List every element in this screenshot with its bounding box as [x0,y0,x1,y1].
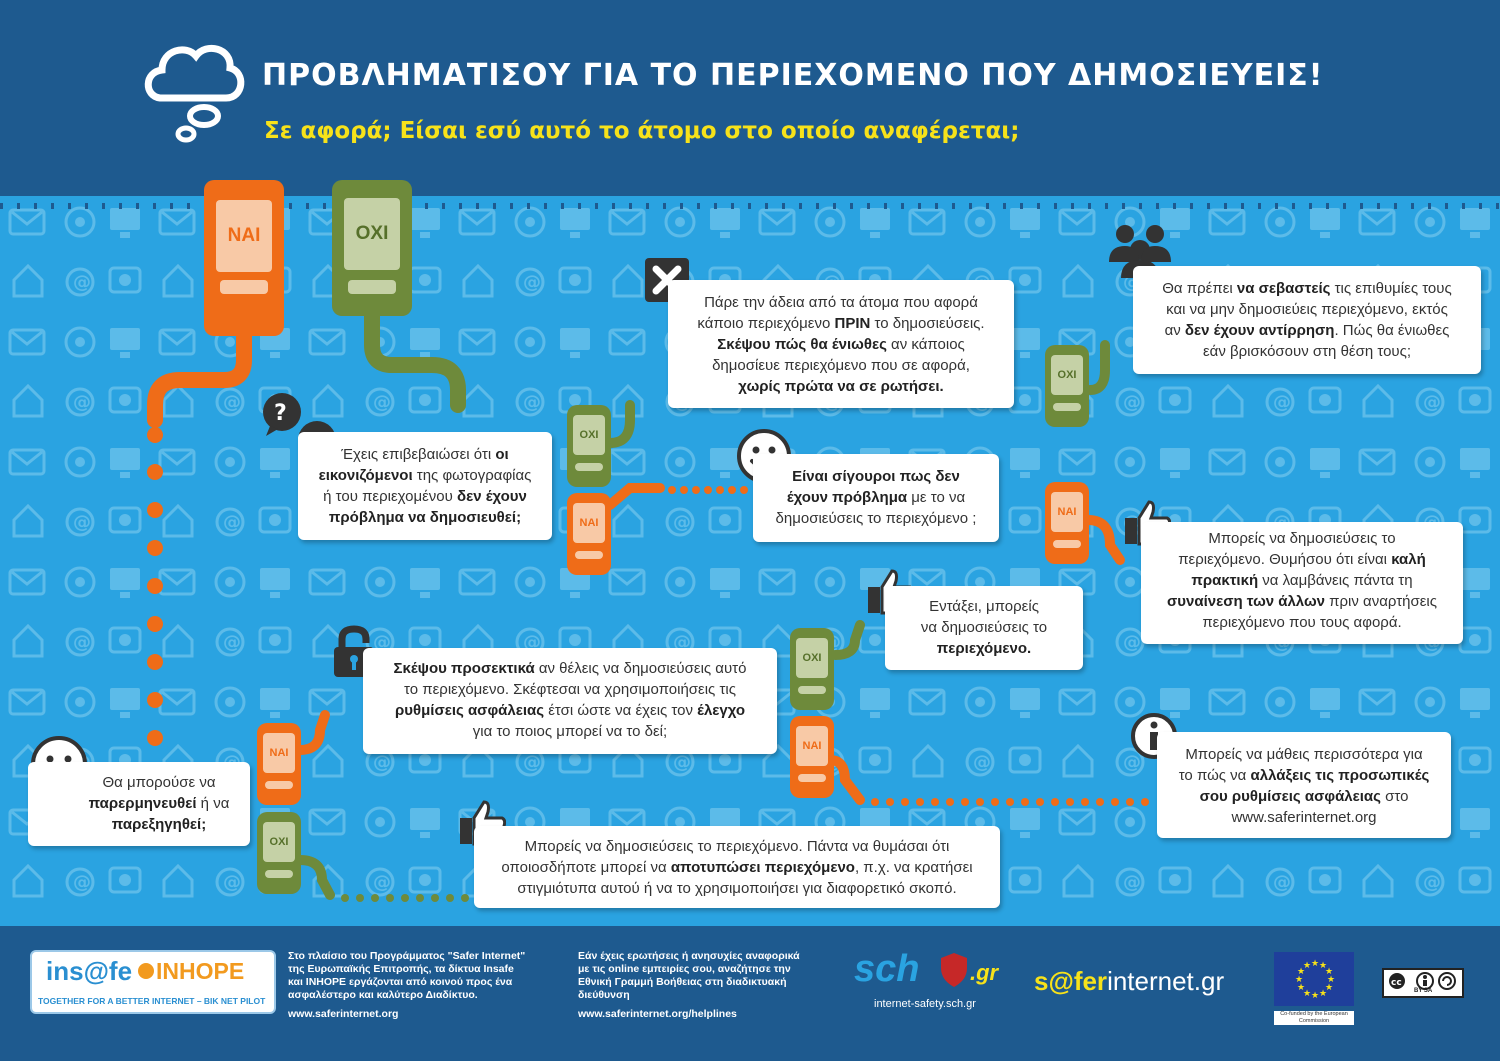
box-can-publish-good-practice: Μπορείς να δημοσιεύσεις το περιεχόμενο. Θυμήσου ότι είναι καλή πρακτική να λαμβάνεις πάντα τη συναίνεση των άλλων πριν αναρτήσεις περιεχόμενο που τους αφορά. [1141,522,1463,644]
svg-text:★: ★ [1311,959,1320,969]
page-title: ΠΡΟΒΛΗΜΑΤΙΣΟΥ ΓΙΑ ΤΟ ΠΕΡΙΕΧΟΜΕΝΟ ΠΟΥ ΔΗΜΟΣΙΕΥΕΙΣ! [262,58,1324,93]
box-respect-wishes: Θα πρέπει να σεβαστείς τις επιθυμίες τους και να μην δημοσιεύεις περιεχόμενο, εκτός αν δεν έχουν αντίρρηση. Πώς θα ένιωθες εάν βρισκόσουν στη θέση τους; [1133,266,1481,374]
footer-col1: Στο πλαίσιο του Προγράμματος "Safer Internet" της Ευρωπαϊκής Επιτροπής, τα δίκτυα Insafe και INHOPE εργάζονται από κοινού προς ένα ασφαλέστερο και καλύτερο Διαδίκτυο. www.saferinternet.org [288,950,558,1021]
link-helplines[interactable]: www.saferinternet.org/helplines [578,1008,737,1020]
phone-yes-2: ΝΑΙ [567,493,611,575]
phone-yes-label: ΝΑΙ [216,200,272,272]
insafe-inhope-logo: ins@fe INHOPE TOGETHER FOR A BETTER INTERNET – BIK NET PILOT [30,950,276,1014]
svg-text:★: ★ [1319,961,1328,971]
svg-text:★: ★ [1325,967,1334,977]
phone-no-3: ΟΧΙ [1045,345,1089,427]
svg-text:★: ★ [1311,991,1320,1001]
page-subtitle: Σε αφορά; Είσαι εσύ αυτό το άτομο στο οποίο αναφέρεται; [264,118,1020,144]
svg-text:?: ? [274,401,287,426]
svg-text:★: ★ [1297,967,1306,977]
svg-text:★: ★ [1295,975,1304,985]
phone-yes-3: ΝΑΙ [1045,482,1089,564]
box-anyone-can-capture: Μπορείς να δημοσιεύσεις το περιεχόμενο. Πάντα να θυμάσαι ότι οποιοσδήποτε μπορεί να αποτυπώσει περιεχόμενο, π.χ. να κρατήσει στιγμιότυπα αυτού ή να το χρησιμοποιήσει για διαφορετικό σκοπό. [474,826,1000,908]
svg-text:★: ★ [1319,989,1328,999]
eu-flag-logo: ★ ★ ★ ★ ★ ★ ★ ★ ★ ★ ★ ★ Co-funded by the European Commission [1274,952,1354,1022]
svg-text:cc: cc [1391,978,1402,988]
phone-no-4: ΟΧΙ [790,628,834,710]
saferinternet-gr-logo: s@ferinternet.gr [1034,966,1225,996]
phone-no-2: ΟΧΙ [567,405,611,487]
svg-text:★: ★ [1325,983,1334,993]
box-learn-more: Μπορείς να μάθεις περισσότερα για το πώς να αλλάξεις τις προσωπικές σου ρυθμίσεις ασφάλειας στο www.saferinternet.org [1157,732,1451,838]
box-are-they-sure: Είναι σίγουροι πως δεν έχουν πρόβλημα με το να δημοσιεύσεις το περιεχόμενο ; [753,454,999,542]
phone-yes-main [204,180,284,336]
box-confirmed-people: Έχεις επιβεβαιώσει ότι οι εικονιζόμενοι της φωτογραφίας ή του περιεχομένου δεν έχουν πρόβλημα να δημοσιευθεί; [298,432,552,540]
sch-logo: sch .gr internet-safety.sch.gr [854,948,999,1010]
svg-text:★: ★ [1297,983,1306,993]
phone-no-label: ΟΧΙ [344,198,400,270]
link-saferinternet-org[interactable]: www.saferinternet.org [288,1008,399,1020]
svg-text:★: ★ [1303,961,1312,971]
phone-no-main [332,180,412,316]
box-think-carefully: Σκέψου προσεκτικά αν θέλεις να δημοσιεύσεις αυτό το περιεχόμενο. Σκέφτεσαι να χρησιμοποιήσεις τις ρυθμίσεις ασφάλειας έτσι ώστε να έχεις τον έλεγχο για το ποιος μπορεί να το δεί; [363,648,777,754]
svg-text:★: ★ [1327,975,1336,985]
eu-flag-icon [1274,952,1354,1006]
footer-col2: Εάν έχεις ερωτήσεις ή ανησυχίες αναφορικά με τις online εμπειρίες σου, αναζήτησε την Εθνική Γραμμή Βοήθειας στη διαδικτυακή διεύθυνση www.saferinternet.org/helplines [578,950,838,1021]
cc-license-badge: cc BY SA [1382,968,1464,998]
svg-text:★: ★ [1303,989,1312,999]
shield-icon [940,952,968,988]
box-ok-publish: Εντάξει, μπορείς να δημοσιεύσεις το περιεχόμενο. [885,586,1083,670]
phone-yes-4: ΝΑΙ [790,716,834,798]
phone-yes-5: ΝΑΙ [257,723,301,805]
box-ask-permission: Πάρε την άδεια από τα άτομα που αφορά κάποιο περιεχόμενο ΠΡΙΝ το δημοσιεύσεις. Σκέψου πώς θα ένιωθες αν κάποιος δημοσίευε περιεχόμενο που σε αφορά, χωρίς πρώτα να σε ρωτήσει. [668,280,1014,408]
phone-no-5: ΟΧΙ [257,812,301,894]
box-misinterpreted: Θα μπορούσε να παρερμηνευθεί ή να παρεξηγηθεί; [28,762,250,846]
